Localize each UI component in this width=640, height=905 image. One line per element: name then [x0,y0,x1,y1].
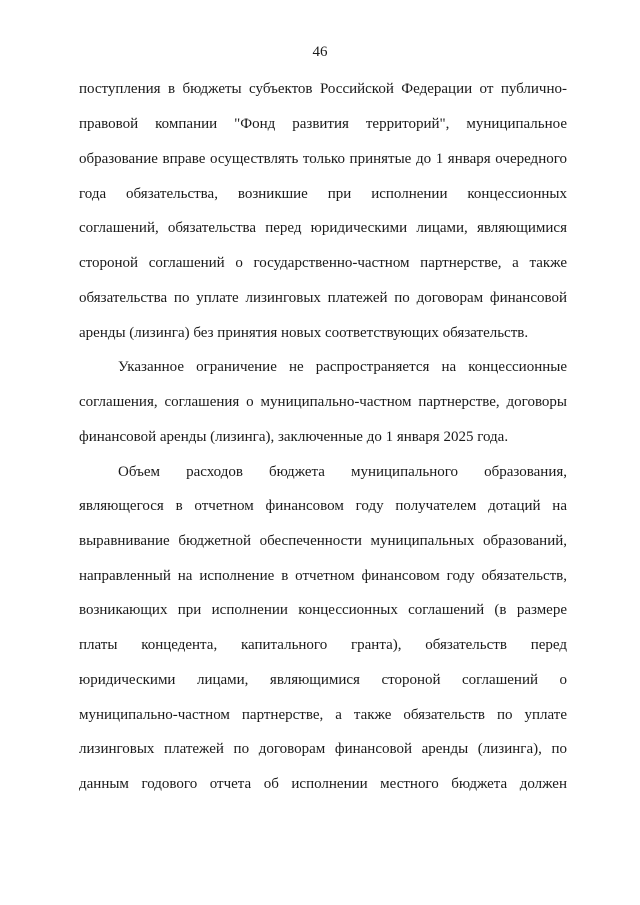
text-line: финансовой аренды (лизинга), заключенные до 1 января 2025 года. [79,429,509,445]
text-line: лизинговых платежей по договорам финансовой аренды (лизинга), по [79,741,567,757]
text-line: Объем расходов бюджета муниципального образования, [118,464,567,480]
text-line: данным годового отчета об исполнении местного бюджета должен [79,776,567,792]
text-line: обязательства по уплате лизинговых платежей по договорам финансовой [79,290,567,306]
text-line: платы концедента, капитального гранта), обязательств перед [79,637,567,653]
text-line: стороной соглашений о государственно-частном партнерстве, а также [79,255,567,271]
text-line: соглашений, обязательства перед юридическими лицами, являющимися [79,220,567,236]
text-line: возникающих при исполнении концессионных соглашений (в размере [79,602,567,618]
text-line: являющегося в отчетном финансовом году получателем дотаций на [79,498,567,514]
text-line: муниципально-частном партнерстве, а также обязательств по уплате [79,707,567,723]
text-line: аренды (лизинга) без принятия новых соответствующих обязательств. [79,325,529,341]
page-number: 46 [312,44,328,60]
text-line: юридическими лицами, являющимися стороной соглашений о [79,672,567,688]
text-line: направленный на исполнение в отчетном финансовом году обязательств, [79,568,567,584]
text-line: выравнивание бюджетной обеспеченности муниципальных образований, [79,533,567,549]
text-line: Указанное ограничение не распространяется на концессионные [118,359,567,375]
text-line: соглашения, соглашения о муниципально-частном партнерстве, договоры [79,394,567,410]
text-line: года обязательства, возникшие при исполнении концессионных [79,186,567,202]
text-line: поступления в бюджеты субъектов Российской Федерации от публично- [79,81,567,97]
text-line: образование вправе осуществлять только принятые до 1 января очередного [79,151,567,167]
text-line: правовой компании "Фонд развития территорий", муниципальное [79,116,567,132]
